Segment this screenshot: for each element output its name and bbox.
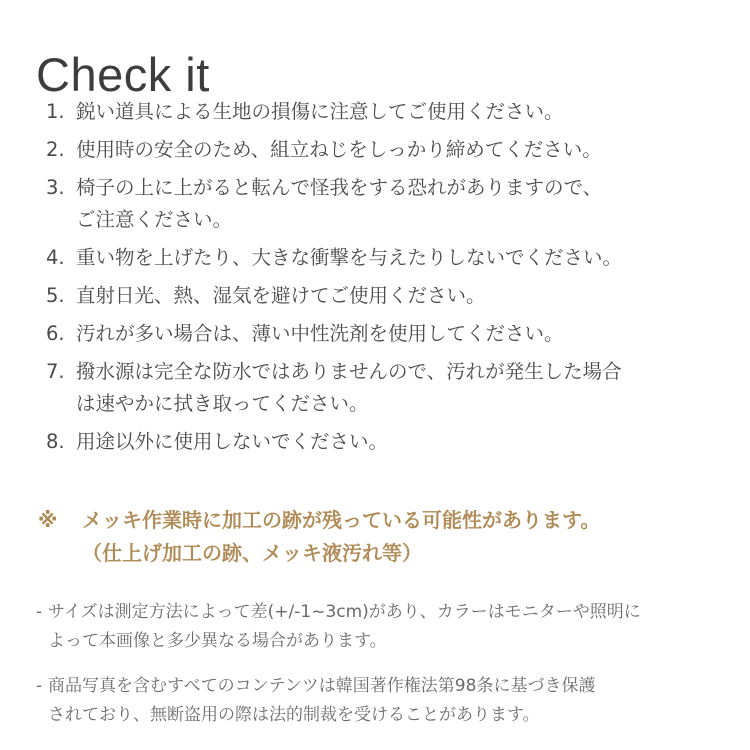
instruction-item-1: [46, 96, 716, 128]
instruction-text: 使用時の安全のため、組立ねじをしっかり締めてください。: [76, 138, 602, 161]
footnote-size-color: [36, 598, 726, 656]
instruction-item-8: [46, 426, 716, 458]
footnotes: [36, 598, 726, 746]
instruction-item-3: [46, 172, 716, 236]
instruction-text: 鋭い道具による生地の損傷に注意してご使用ください。: [76, 100, 564, 123]
instruction-number: 2.: [46, 138, 65, 161]
instruction-number: 4.: [46, 246, 65, 269]
footnote-text: 商品写真を含むすべてのコンテンツは韓国著作権法第98条に基づき保護 されており、無断盗用の際は法的制裁を受けることがあります。: [48, 676, 596, 725]
footnote-copyright: [36, 672, 726, 730]
instruction-item-5: [46, 280, 716, 312]
instruction-number: 6.: [46, 322, 65, 345]
instruction-text: 椅子の上に上がると転んで怪我をする恐れがありますので、 ご注意ください。: [76, 176, 603, 231]
instruction-number: 7.: [46, 360, 65, 383]
instruction-text: 直射日光、熱、湿気を避けてご使用ください。: [76, 284, 486, 307]
instruction-text: 重い物を上げたり、大きな衝撃を与えたりしないでください。: [76, 246, 623, 269]
plating-notice: [38, 504, 728, 570]
instruction-item-7: [46, 356, 716, 420]
instruction-text: 汚れが多い場合は、薄い中性洗剤を使用してください。: [76, 322, 564, 345]
footnote-dash: -: [36, 676, 43, 696]
footnote-text: サイズは測定方法によって差(+/-1~3cm)があり、カラーはモニターや照明に よって本画像と多少異なる場合があります。: [48, 602, 641, 651]
instruction-number: 3.: [46, 176, 65, 199]
reference-mark: ※: [38, 508, 58, 532]
instruction-number: 8.: [46, 430, 65, 453]
footnote-dash: -: [36, 602, 43, 622]
instruction-text: 用途以外に使用しないでください。: [76, 430, 389, 453]
instruction-item-4: [46, 242, 716, 274]
instruction-item-2: [46, 134, 716, 166]
instruction-list: [46, 96, 716, 464]
notice-text: メッキ作業時に加工の跡が残っている可能性があります。 （仕上げ加工の跡、メッキ液汚れ等）: [82, 508, 601, 565]
instruction-item-6: [46, 318, 716, 350]
instruction-number: 5.: [46, 284, 65, 307]
instruction-number: 1.: [46, 100, 65, 123]
instruction-text: 撥水源は完全な防水ではありませんので、汚れが発生した場合 は速やかに拭き取ってください。: [76, 360, 622, 415]
page-title: Check it: [36, 48, 210, 102]
